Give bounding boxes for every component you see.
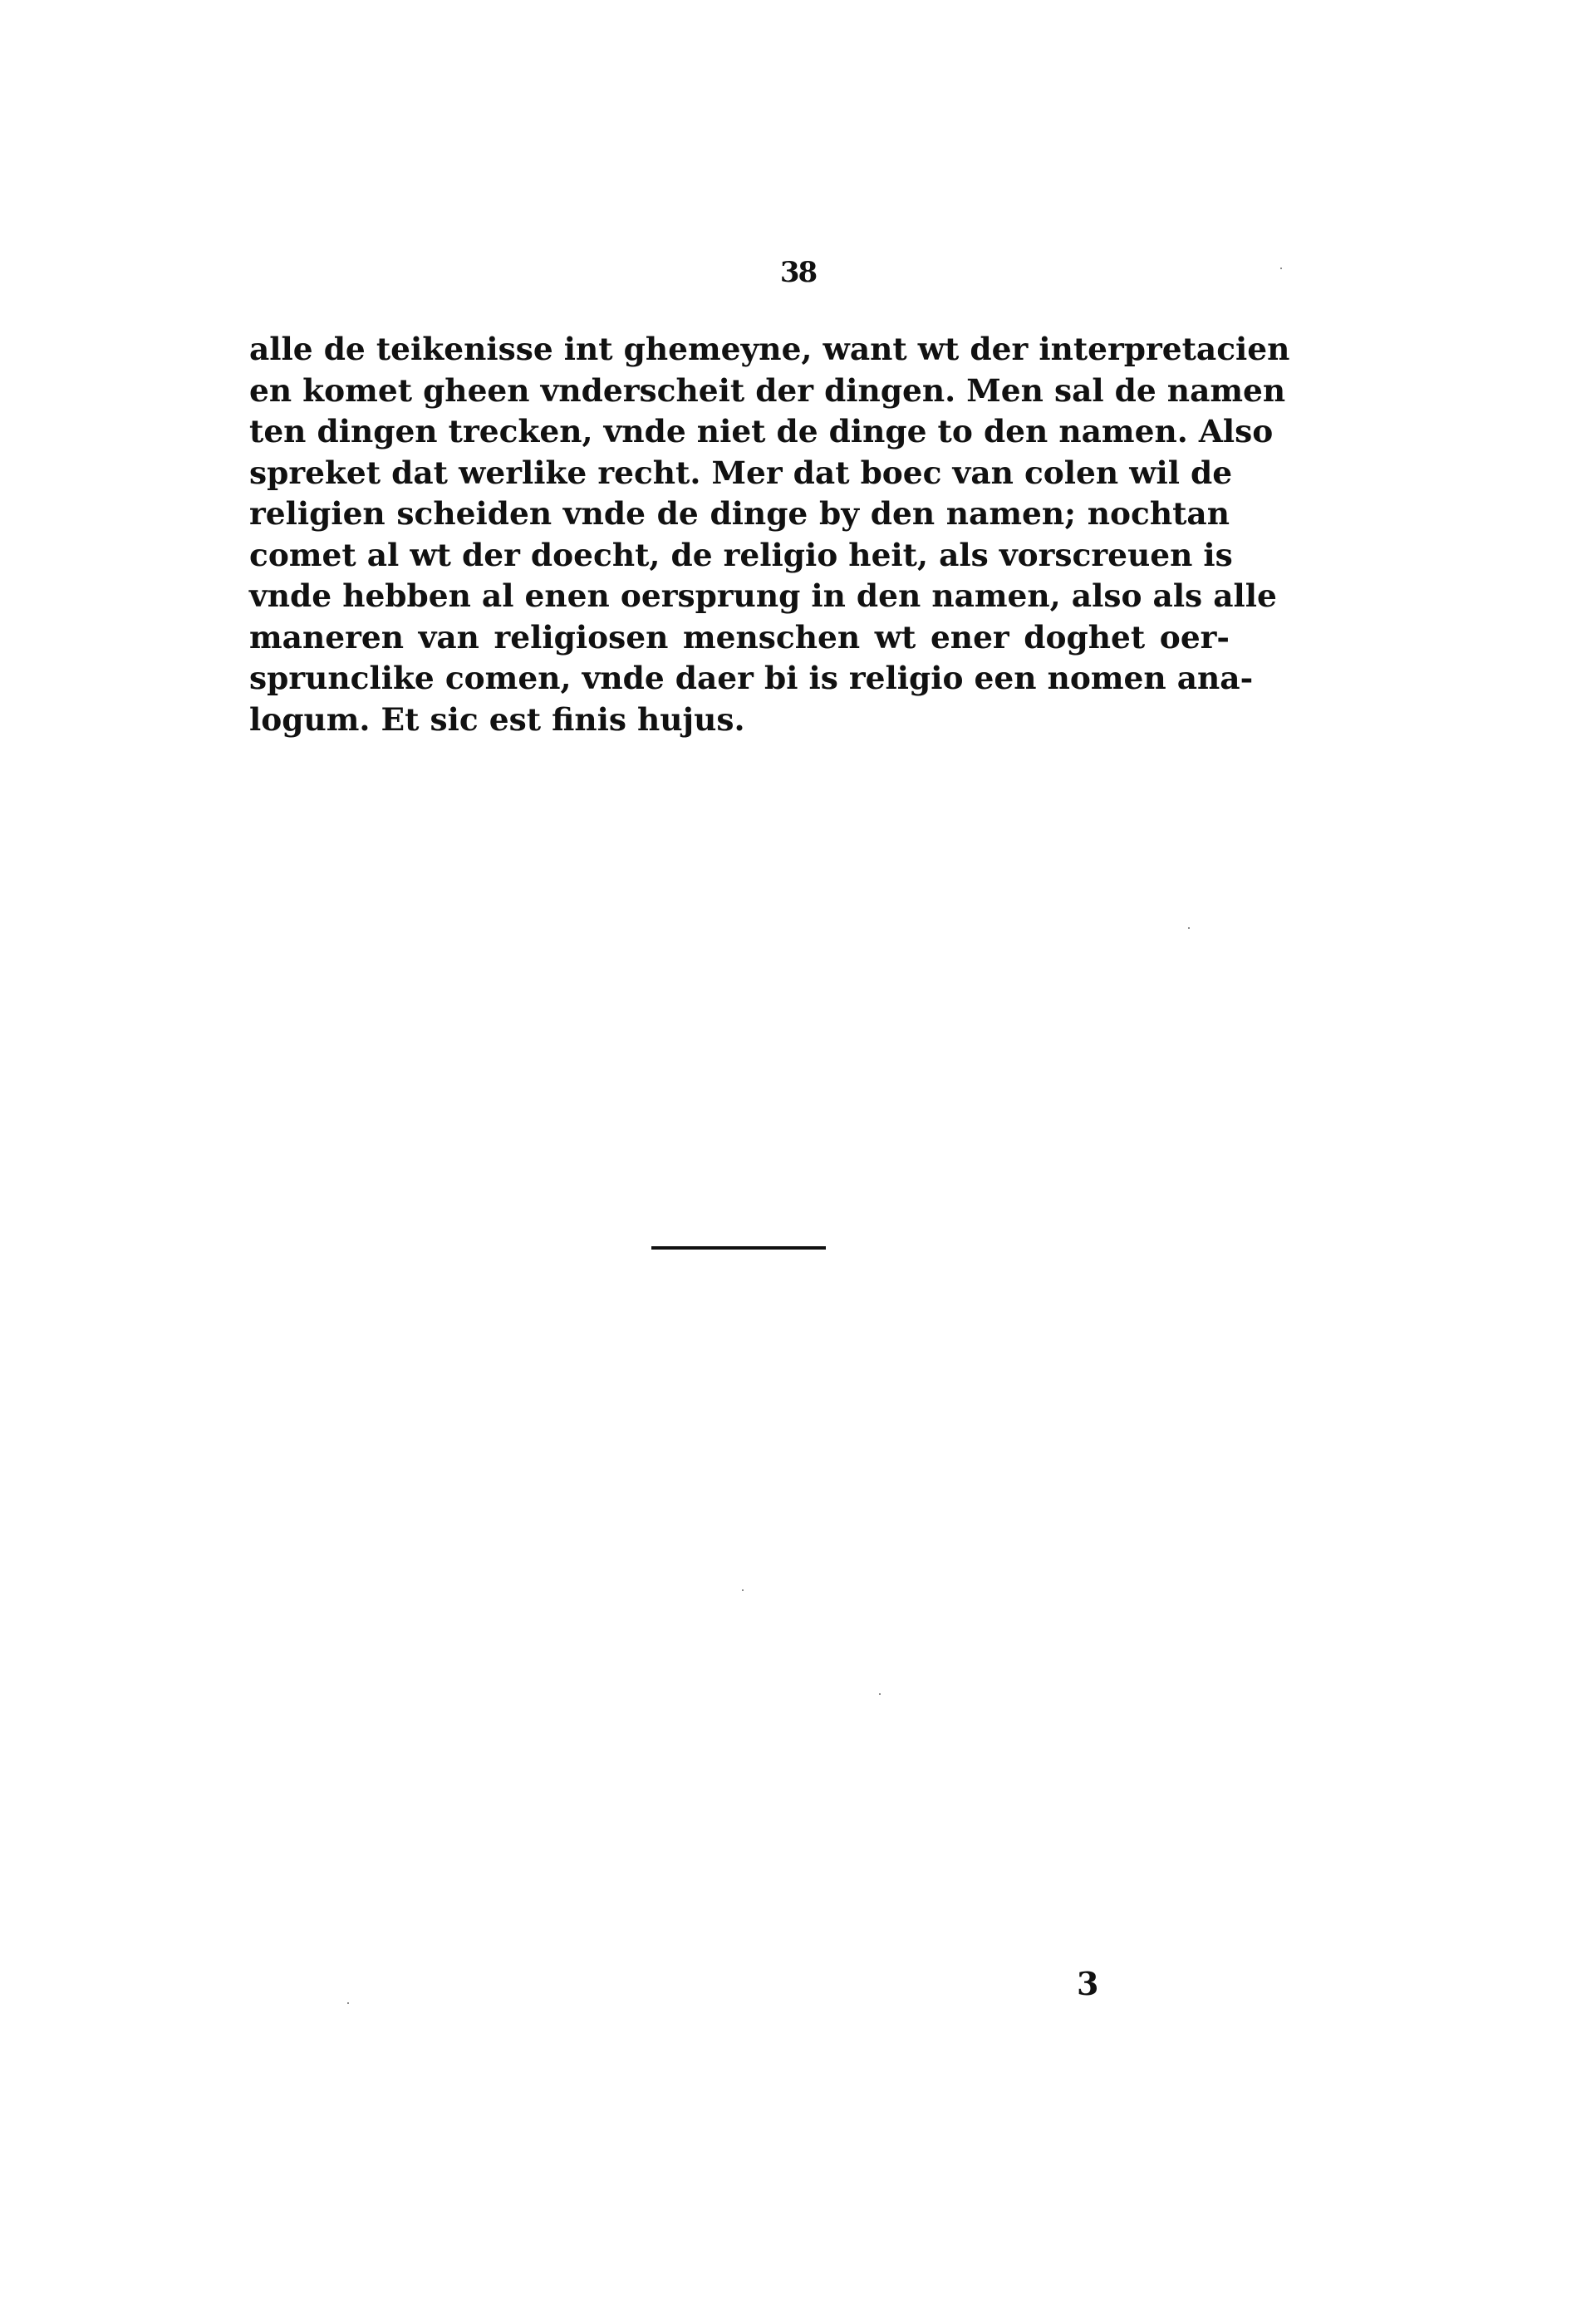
- signature-mark: 3: [1077, 1965, 1099, 2002]
- section-end-rule: [651, 1246, 826, 1250]
- text-line: comet al wt der doecht, de religio heit, als vorscreuen is: [249, 536, 1233, 573]
- text-line: sprunclike comen, vnde daer bi is religio een nomen ana-: [249, 660, 1254, 696]
- paper-speck: [879, 1693, 881, 1695]
- text-line: logum. Et sic est finis hujus.: [249, 700, 745, 738]
- paper-speck: [347, 2002, 349, 2004]
- text-line: ten dingen trecken, vnde niet de dinge to den namen. Also: [249, 413, 1274, 449]
- text-line: alle de teikenisse int ghemeyne, want wt der interpretacien: [249, 331, 1290, 367]
- text-line: maneren van religiosen menschen wt ener doghet oer-: [249, 618, 1230, 656]
- paper-speck: [1280, 268, 1282, 269]
- text-line: en komet gheen vnderscheit der dingen. Men sal de namen: [249, 371, 1286, 409]
- paper-speck: [1188, 927, 1190, 929]
- text-line: spreket dat werlike recht. Mer dat boec van colen wil de: [249, 454, 1233, 491]
- page-number-top: 38: [779, 256, 817, 289]
- body-text: [249, 329, 1290, 740]
- text-line: vnde hebben al enen oersprung in den namen, also als alle: [249, 577, 1277, 614]
- paper-speck: [742, 1589, 744, 1591]
- text-line: religien scheiden vnde de dinge by den namen; nochtan: [249, 495, 1230, 532]
